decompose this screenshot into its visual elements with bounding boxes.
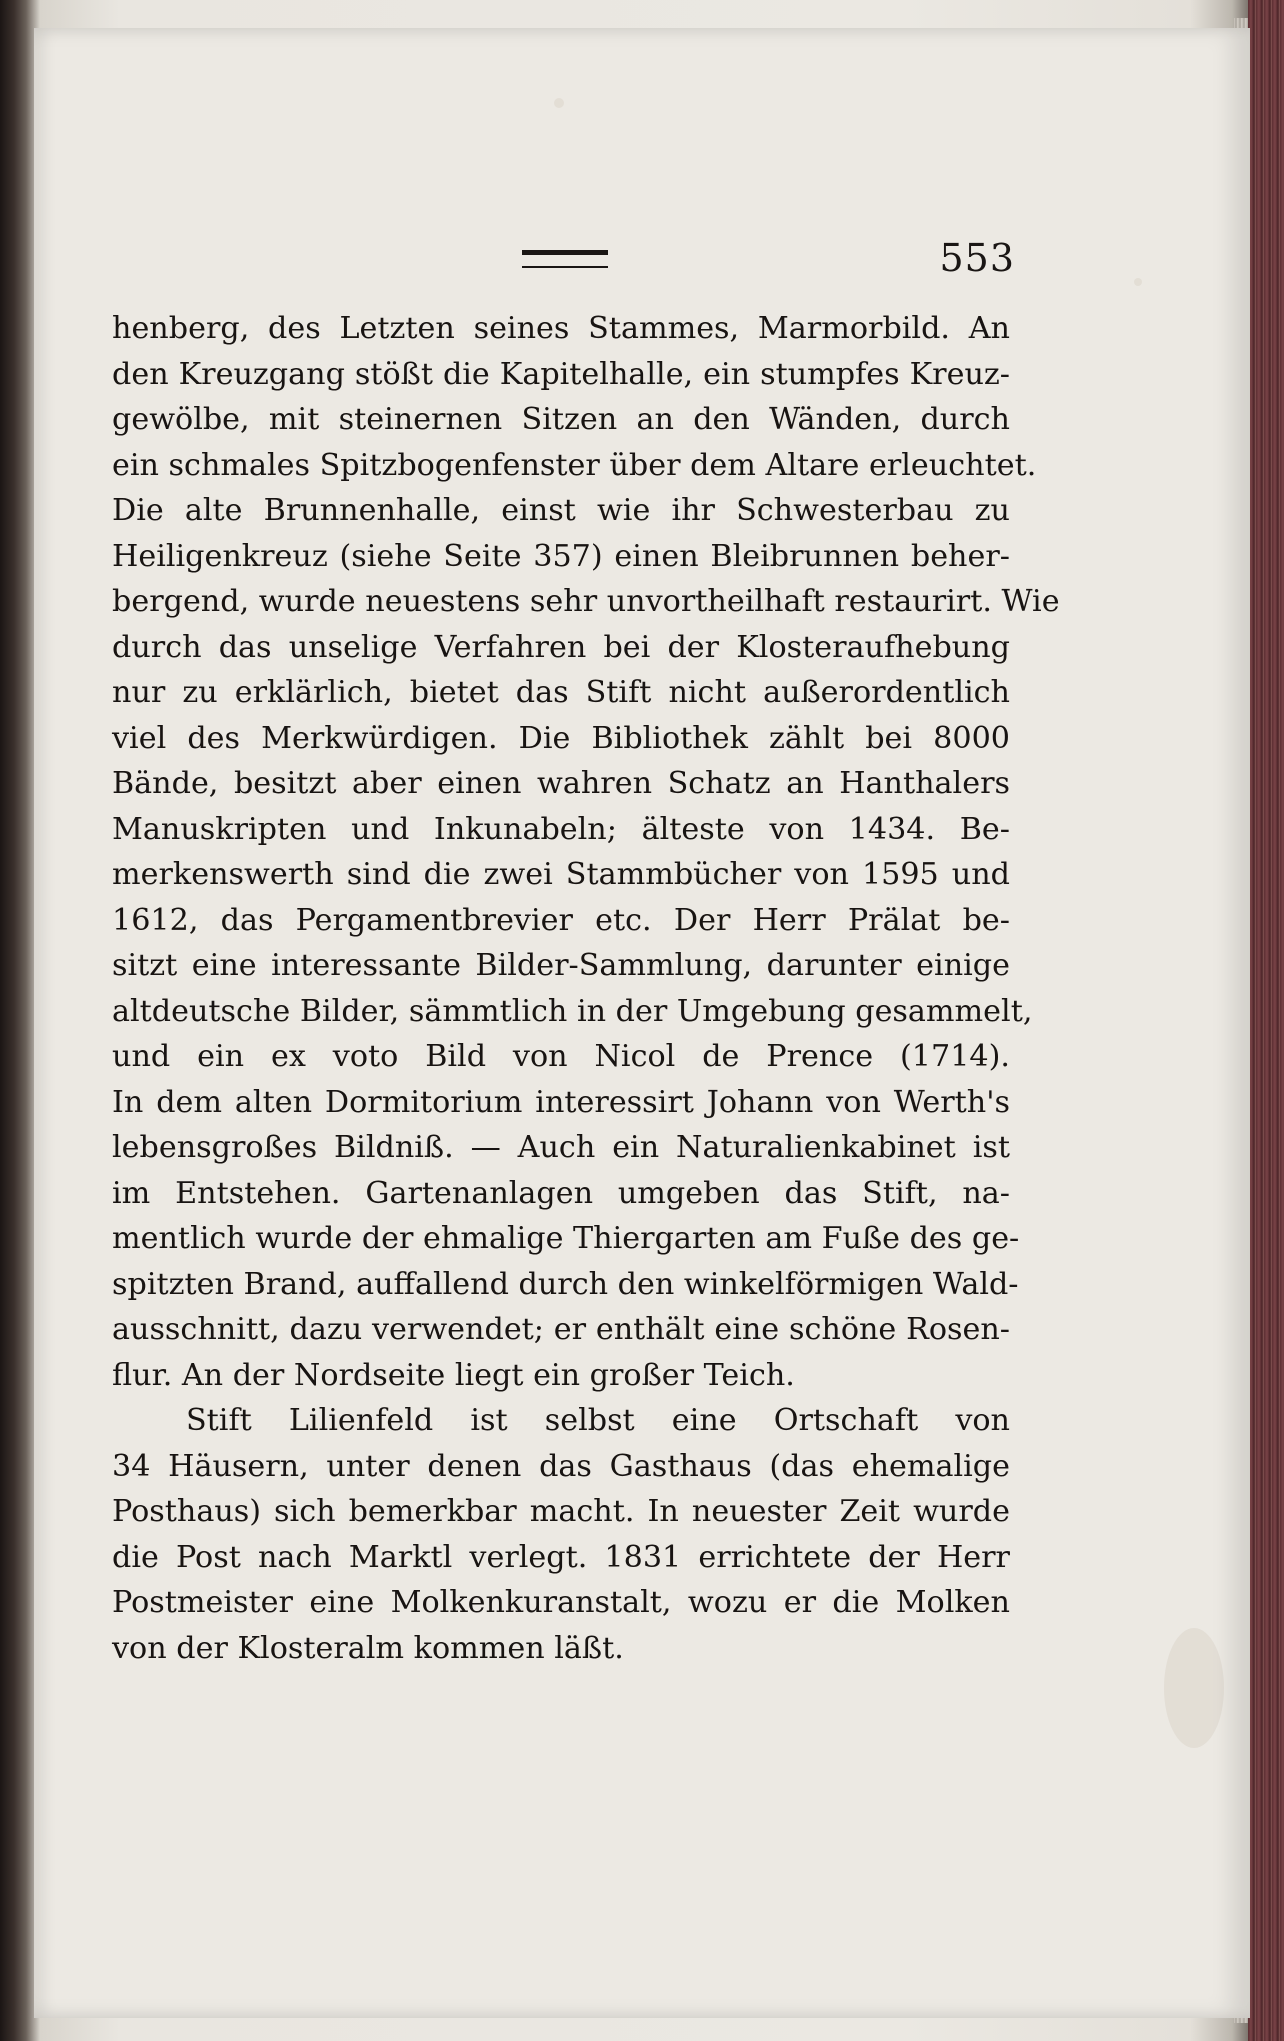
text-line: sitzt eine interessante Bilder-Sammlung, darunter einige	[112, 948, 1010, 983]
text-line: den Kreuzgang stößt die Kapitelhalle, ein stumpfes Kreuz-	[112, 356, 1010, 392]
text-line: 1612, das Pergamentbrevier etc. Der Herr Prälat be-	[112, 902, 1010, 938]
text-line: von der Klosteralm kommen läßt.	[112, 1630, 624, 1666]
text-line: altdeutsche Bilder, sämmtlich in der Umgebung gesammelt,	[112, 993, 1033, 1029]
text-line: flur. An der Nordseite liegt ein großer Teich.	[112, 1357, 795, 1393]
page-header	[112, 236, 1015, 280]
paper-stain	[1134, 278, 1142, 286]
paper-stain	[1164, 1628, 1224, 1748]
text-line: durch das unselige Verfahren bei der Klosteraufhebung	[112, 629, 1010, 665]
text-line: Posthaus) sich bemerkbar macht. In neuester Zeit wurde	[112, 1494, 1010, 1529]
text-line: im Entstehen. Gartenanlagen umgeben das Stift, na-	[112, 1175, 1010, 1211]
text-line: merkenswerth sind die zwei Stammbücher von 1595 und	[112, 857, 1010, 892]
text-line: ein schmales Spitzbogenfenster über dem Altare erleuchtet.	[112, 447, 1037, 483]
text-line: 34 Häusern, unter denen das Gasthaus (das ehemalige	[112, 1448, 1010, 1484]
text-line: gewölbe, mit steinernen Sitzen an den Wänden, durch	[112, 402, 1010, 437]
text-line: ausschnitt, dazu verwendet; er enthält eine schöne Rosen-	[112, 1312, 1010, 1347]
text-line: Postmeister eine Molkenkuranstalt, wozu er die Molken	[112, 1585, 1010, 1620]
book-cover-edge	[1248, 0, 1284, 2041]
text-line: lebensgroßes Bildniß. — Auch ein Naturalienkabinet ist	[112, 1130, 1010, 1165]
text-line: bergend, wurde neuestens sehr unvortheilhaft restaurirt. Wie	[112, 584, 1060, 619]
text-line: viel des Merkwürdigen. Die Bibliothek zählt bei 8000	[112, 720, 1010, 756]
header-rule	[522, 250, 608, 268]
text-line: und ein ex voto Bild von Nicol de Prence (1714).	[112, 1039, 1010, 1074]
text-line: Bände, besitzt aber einen wahren Schatz an Hanthalers	[112, 766, 1010, 801]
text-line: mentlich wurde der ehmalige Thiergarten am Fuße des ge-	[112, 1221, 1020, 1256]
text-line: die Post nach Marktl verlegt. 1831 errichtete der Herr	[112, 1539, 1010, 1575]
text-line: Manuskripten und Inkunabeln; älteste von 1434. Be-	[112, 811, 1010, 847]
text-line: nur zu erklärlich, bietet das Stift nicht außerordentlich	[112, 675, 1010, 710]
paper-stain	[554, 98, 564, 108]
text-line: Heiligenkreuz (siehe Seite 357) einen Bleibrunnen beher-	[112, 538, 1010, 574]
text-line: Stift Lilienfeld ist selbst eine Ortschaft von	[186, 1403, 1010, 1438]
page-number: 553	[939, 236, 1015, 280]
text-line: spitzten Brand, auffallend durch den winkelförmigen Wald-	[112, 1266, 1019, 1302]
text-line: In dem alten Dormitorium interessirt Johann von Werth's	[112, 1084, 1010, 1120]
text-line: henberg, des Letzten seines Stammes, Marmorbild. An	[112, 311, 1010, 346]
body-text	[112, 306, 1060, 1671]
text-line: Die alte Brunnenhalle, einst wie ihr Schwesterbau zu	[112, 493, 1010, 528]
